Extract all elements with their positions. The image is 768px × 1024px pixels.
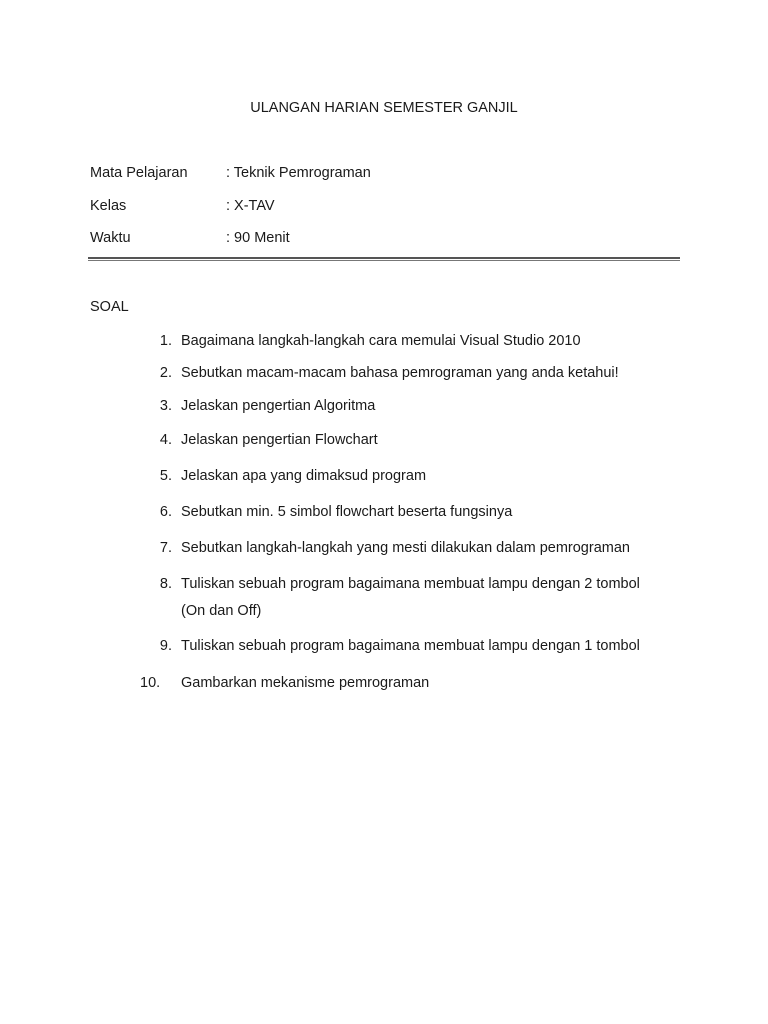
double-rule-divider: [88, 257, 680, 261]
question-text-continuation: (On dan Off): [181, 603, 262, 619]
info-label-class: Kelas: [90, 198, 127, 214]
question-text: Sebutkan min. 5 simbol flowchart beserta fungsinya: [181, 504, 513, 520]
question-text: Sebutkan langkah-langkah yang mesti dilakukan dalam pemrograman: [181, 540, 630, 556]
question-text: Sebutkan macam-macam bahasa pemrograman yang anda ketahui!: [181, 365, 619, 381]
document-title: ULANGAN HARIAN SEMESTER GANJIL: [250, 100, 518, 116]
question-text: Jelaskan pengertian Flowchart: [181, 432, 378, 448]
question-number: 6.: [159, 504, 172, 520]
question-number: 10.: [140, 675, 161, 691]
info-value-time: : 90 Menit: [226, 230, 290, 246]
question-number: 5.: [159, 468, 172, 484]
info-value-class: : X-TAV: [226, 198, 275, 214]
info-label-subject: Mata Pelajaran: [90, 165, 188, 181]
section-heading: SOAL: [90, 299, 129, 315]
question-number: 7.: [159, 540, 172, 556]
question-text: Tuliskan sebuah program bagaimana membuat lampu dengan 2 tombol: [181, 576, 640, 592]
question-number: 3.: [159, 398, 172, 414]
question-number: 2.: [159, 365, 172, 381]
question-number: 9.: [159, 638, 172, 654]
question-text: Jelaskan pengertian Algoritma: [181, 398, 376, 414]
question-number: 4.: [159, 432, 172, 448]
question-text: Bagaimana langkah-langkah cara memulai Visual Studio 2010: [181, 333, 581, 349]
question-text: Gambarkan mekanisme pemrograman: [181, 675, 430, 691]
info-value-subject: : Teknik Pemrograman: [226, 165, 371, 181]
info-label-time: Waktu: [90, 230, 131, 246]
question-text: Tuliskan sebuah program bagaimana membuat lampu dengan 1 tombol: [181, 638, 640, 654]
question-text: Jelaskan apa yang dimaksud program: [181, 468, 427, 484]
question-number: 1.: [159, 333, 172, 349]
question-number: 8.: [159, 576, 172, 592]
